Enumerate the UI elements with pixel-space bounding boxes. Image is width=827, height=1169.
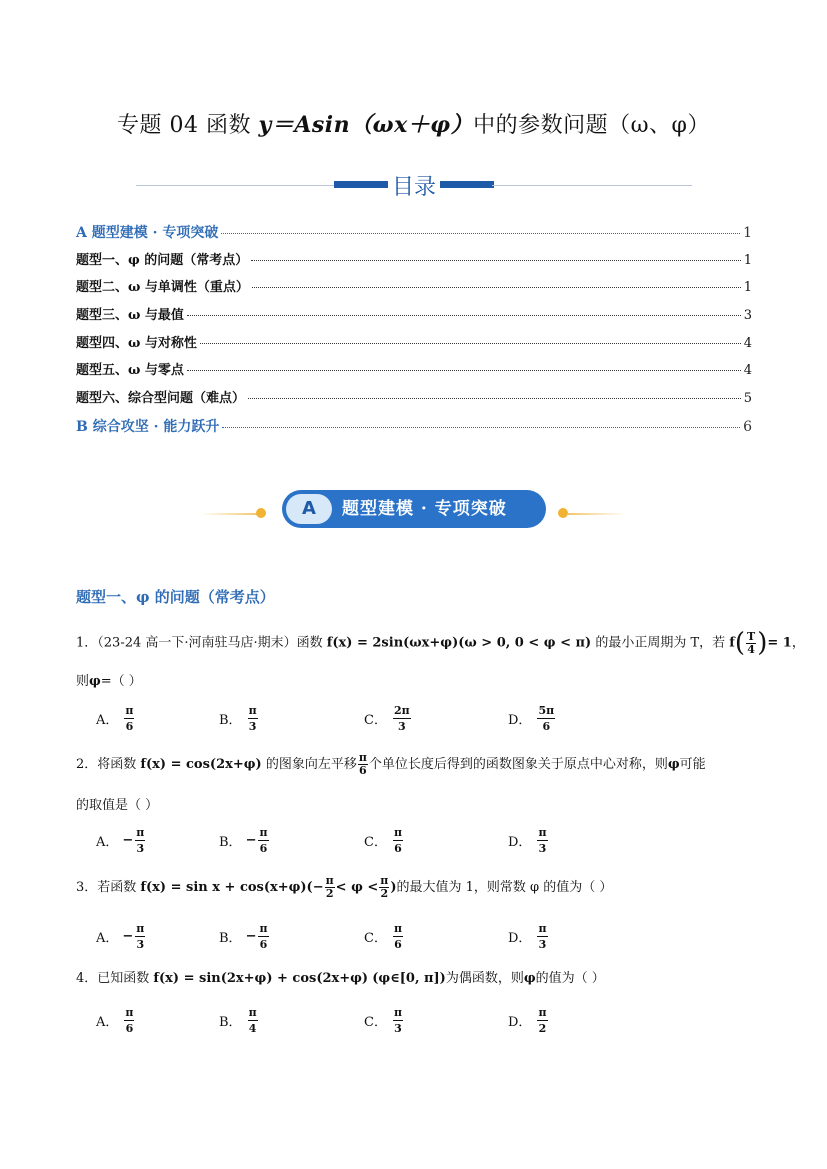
banner-dot-right (558, 508, 568, 518)
question-4-line1: 4．已知函数 f(x) = sin(2x+φ) + cos(2x+φ) (φ∈[0, π])为偶函数，则φ的值为（ ） (76, 971, 605, 986)
toc-entry-b[interactable]: B 综合攻坚 · 能力跃升 6 (76, 419, 752, 435)
q3-option-b[interactable]: B． − $\frac{\pi}{6}$ (219, 922, 268, 951)
page-title (0, 108, 827, 139)
toc-entry-type4[interactable]: 题型四、ω 与对称性 4 (76, 336, 752, 351)
toc-entry-type2[interactable]: 题型二、ω 与单调性（重点） 1 (76, 280, 752, 295)
q1-option-a[interactable]: A． $\frac{\pi}{6}$ (96, 704, 134, 733)
question-2-line1: 2．将函数 f(x) = cos(2x+φ) 的图象向左平移 $\frac{\pi}{6}$ 个单位长度后得到的函数图象关于原点中心对称，则φ可能 (76, 751, 706, 777)
question-1-line1: 1．（23-24 高一下·河南驻马店·期末）函数 f(x) = 2sin(ωx+φ)(ω > 0, 0 < φ < π) 的最小正周期为 T，若 f( $\frac{T}{4}$ )= 1， (76, 628, 805, 658)
title-suffix: 中的参数问题（ω、φ） (473, 113, 710, 138)
q2-option-d[interactable]: D． $\frac{\pi}{3}$ (508, 826, 547, 855)
q4-option-b[interactable]: B． $\frac{\pi}{4}$ (219, 1006, 257, 1035)
q4-formula: f(x) = sin(2x+φ) + cos(2x+φ) (153, 971, 369, 986)
q4-condition: (φ∈[0, π]) (372, 971, 446, 986)
toc-entry-type1[interactable]: 题型一、φ 的问题（常考点） 1 (76, 253, 752, 268)
q1-option-b[interactable]: B． $\frac{\pi}{3}$ (219, 704, 257, 733)
q2-option-a[interactable]: A． − $\frac{\pi}{3}$ (96, 826, 145, 855)
q4-option-a[interactable]: A． $\frac{\pi}{6}$ (96, 1006, 134, 1035)
q3-formula: f(x) = sin x + cos(x+φ)(− (140, 880, 324, 895)
q1-option-d[interactable]: D． $\frac{5\pi}{6}$ (508, 704, 555, 733)
q4-option-d[interactable]: D． $\frac{\pi}{2}$ (508, 1006, 547, 1035)
banner-pill (282, 490, 546, 528)
question-3-line1: 3．若函数 f(x) = sin x + cos(x+φ)(− $\frac{\pi}{2}$ < φ < $\frac{\pi}{2}$ )的最大值为 1，则常数 φ 的值为（ ） (76, 874, 613, 900)
toc-rule-left (136, 185, 336, 186)
q2-option-b[interactable]: B． − $\frac{\pi}{6}$ (219, 826, 268, 855)
section-title: 题型一、φ 的问题（常考点） (76, 588, 275, 606)
q1-formula: f(x) = 2sin(ωx+φ)(ω > 0, 0 < φ < π) (326, 635, 592, 651)
toc-entry-type3[interactable]: 题型三、ω 与最值 3 (76, 308, 752, 323)
toc-rule-right (492, 185, 692, 186)
question-2-line2: 的取值是（ ） (76, 798, 159, 813)
q4-option-c[interactable]: C． $\frac{\pi}{3}$ (364, 1006, 403, 1035)
title-formula: y＝Asin（ωx＋φ） (258, 112, 474, 138)
section-banner (200, 490, 630, 530)
q3-option-d[interactable]: D． $\frac{\pi}{3}$ (508, 922, 547, 951)
title-prefix: 专题 04 函数 (117, 113, 259, 138)
toc-heading: 目录 (391, 175, 436, 200)
q3-option-c[interactable]: C． $\frac{\pi}{6}$ (364, 922, 403, 951)
q2-formula: f(x) = cos(2x+φ) (140, 757, 262, 772)
q1-option-c[interactable]: C． $\frac{2\pi}{3}$ (364, 704, 410, 733)
q3-option-a[interactable]: A． − $\frac{\pi}{3}$ (96, 922, 145, 951)
question-1-line2: 则φ=（ ） (76, 674, 142, 689)
toc-entry-type6[interactable]: 题型六、综合型问题（难点） 5 (76, 391, 752, 406)
banner-letter: A (286, 494, 332, 524)
q1-cond-fraction: $\frac{T}{4}$ (747, 629, 756, 656)
toc-entry-a[interactable]: A 题型建模 · 专项突破 1 (76, 225, 752, 241)
toc-accent-left (334, 181, 388, 188)
toc-entry-type5[interactable]: 题型五、ω 与零点 4 (76, 363, 752, 378)
banner-dot-left (256, 508, 266, 518)
toc-heading-bar (0, 170, 827, 200)
q2-shift-fraction: $\frac{\pi}{6}$ (358, 751, 367, 777)
banner-text: 题型建模 · 专项突破 (342, 499, 507, 519)
q2-option-c[interactable]: C． $\frac{\pi}{6}$ (364, 826, 403, 855)
toc-accent-right (440, 181, 494, 188)
